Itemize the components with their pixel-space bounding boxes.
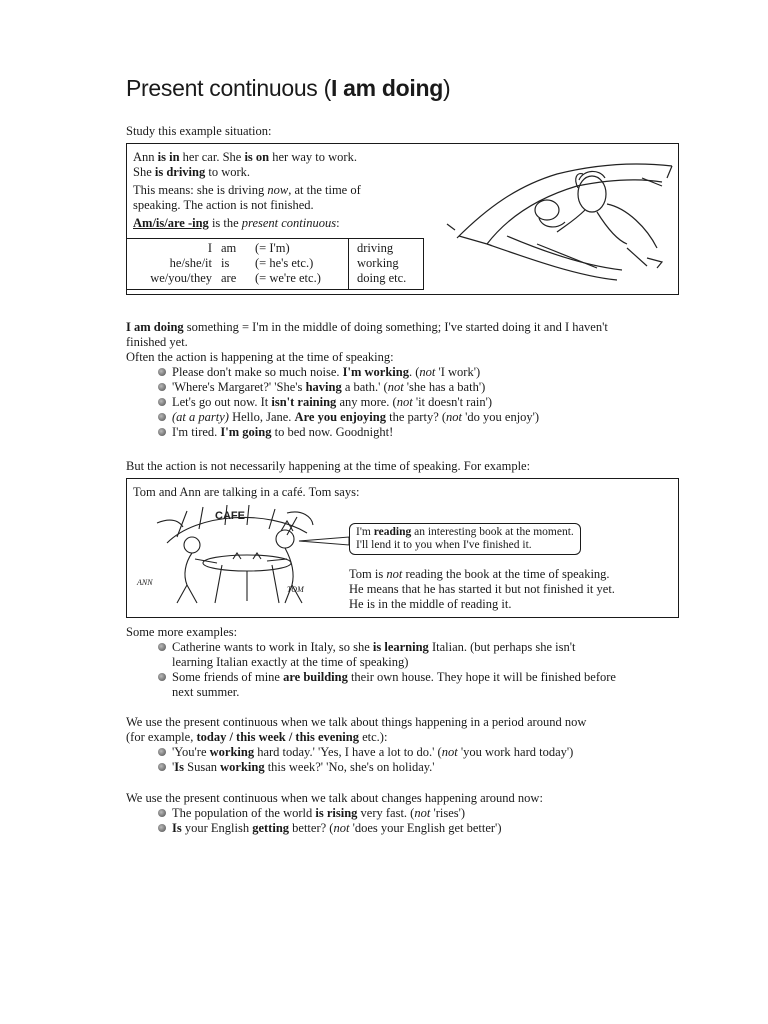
bullet-icon	[158, 748, 166, 756]
list-item: Please don't make so much noise. I'm working. (not 'I work')	[156, 365, 539, 380]
section1-line-3: Often the action is happening at the time of speaking:	[126, 350, 394, 364]
list-item: 'Is Susan working this week?' 'No, she's on holiday.'	[156, 760, 573, 775]
table-col-contractions	[255, 241, 345, 286]
section4-line-1: We use the present continuous when we talk about things happening in a period around now	[126, 715, 587, 729]
table-cell: is	[221, 256, 230, 270]
table-cell: (= we're etc.)	[255, 271, 321, 285]
list-item: 'You're working hard today.' 'Yes, I have a lot to do.' (not 'you work hard today')	[156, 745, 573, 760]
table-cell: working	[357, 256, 399, 270]
speech-bubble	[349, 523, 581, 555]
table-cell: am	[221, 241, 237, 255]
section5-bullets	[156, 806, 501, 836]
section3-bullets	[156, 640, 616, 700]
section4-line-2: (for example, today / this week / this evening etc.):	[126, 730, 388, 744]
table-cell: I	[207, 241, 212, 255]
page-title	[126, 74, 450, 102]
section3-intro: Some more examples:	[126, 625, 238, 639]
table-cell: doing etc.	[357, 271, 407, 285]
bullet-icon	[158, 763, 166, 771]
list-item: The population of the world is rising very fast. (not 'rises')	[156, 806, 501, 821]
list-item-continuation: next summer.	[172, 685, 240, 699]
bullet-icon	[158, 809, 166, 817]
box2-intro: Tom and Ann are talking in a café. Tom says:	[133, 485, 360, 499]
box2-explain-3: He is in the middle of reading it.	[349, 597, 512, 611]
section1-bullets	[156, 365, 539, 440]
bullet-icon	[158, 643, 166, 651]
speech-line-1: I'm reading an interesting book at the moment.	[356, 526, 574, 538]
box1-line-1: Ann is in her car. She is on her way to work.	[133, 150, 357, 164]
table-divider	[348, 239, 349, 289]
conjugation-table	[126, 238, 424, 290]
intro-text: Study this example situation:	[126, 124, 272, 138]
section2-intro: But the action is not necessarily happening at the time of speaking. For example:	[126, 459, 531, 473]
table-col-verbs	[221, 241, 251, 286]
bullet-icon	[158, 368, 166, 376]
list-item-continuation: learning Italian exactly at the time of speaking)	[172, 655, 409, 669]
list-item: (at a party) Hello, Jane. Are you enjoying the party? (not 'do you enjoy')	[156, 410, 539, 425]
list-item: I'm tired. I'm going to bed now. Goodnight!	[156, 425, 539, 440]
section5-line-1: We use the present continuous when we talk about changes happening around now:	[126, 791, 543, 805]
speech-line-2: I'll lend it to you when I've finished it.	[356, 539, 532, 551]
example-box-2	[126, 478, 679, 618]
table-col-ing	[357, 241, 423, 286]
section1-line-2: finished yet.	[126, 335, 188, 349]
box2-explain-1: Tom is not reading the book at the time of speaking.	[349, 567, 610, 581]
table-cell: (= I'm)	[255, 241, 290, 255]
bullet-icon	[158, 413, 166, 421]
list-item: Is your English getting better? (not 'does your English get better')	[156, 821, 501, 836]
list-item: Catherine wants to work in Italy, so she is learning Italian. (but perhaps she isn't	[156, 640, 616, 655]
title-bold: I am doing	[330, 75, 443, 101]
list-item: 'Where's Margaret?' 'She's having a bath.' (not 'she has a bath')	[156, 380, 539, 395]
section1-line-1: I am doing something = I'm in the middle of doing something; I've started doing it and I haven't	[126, 320, 608, 334]
table-cell: driving	[357, 241, 394, 255]
box1-amisare-line: Am/is/are -ing is the present continuous:	[133, 216, 340, 230]
table-cell: are	[221, 271, 237, 285]
table-cell: we/you/they	[150, 271, 212, 285]
bullet-icon	[158, 398, 166, 406]
title-suffix: )	[442, 75, 451, 101]
bullet-icon	[158, 673, 166, 681]
bullet-icon	[158, 824, 166, 832]
cafe-sign-text: CAFE	[215, 510, 245, 522]
table-cell: (= he's etc.)	[255, 256, 314, 270]
example-box-1	[126, 143, 679, 295]
box1-line-2: She is driving to work.	[133, 165, 251, 179]
title-prefix: Present continuous (	[126, 75, 331, 101]
tom-label: TOM	[287, 585, 304, 594]
list-item: Let's go out now. It isn't raining any more. (not 'it doesn't rain')	[156, 395, 539, 410]
box2-explain-2: He means that he has started it but not finished it yet.	[349, 582, 615, 596]
section4-bullets	[156, 745, 573, 775]
table-col-subjects	[127, 241, 212, 286]
table-cell: he/she/it	[169, 256, 212, 270]
cafe-illustration	[137, 503, 337, 613]
ann-label: ANN	[137, 578, 153, 587]
car-driver-illustration	[447, 148, 677, 288]
bullet-icon	[158, 383, 166, 391]
bullet-icon	[158, 428, 166, 436]
box1-means-line-1: This means: she is driving now, at the time of	[133, 183, 361, 197]
list-item: Some friends of mine are building their own house. They hope it will be finished before	[156, 670, 616, 685]
box1-means-line-2: speaking. The action is not finished.	[133, 198, 314, 212]
